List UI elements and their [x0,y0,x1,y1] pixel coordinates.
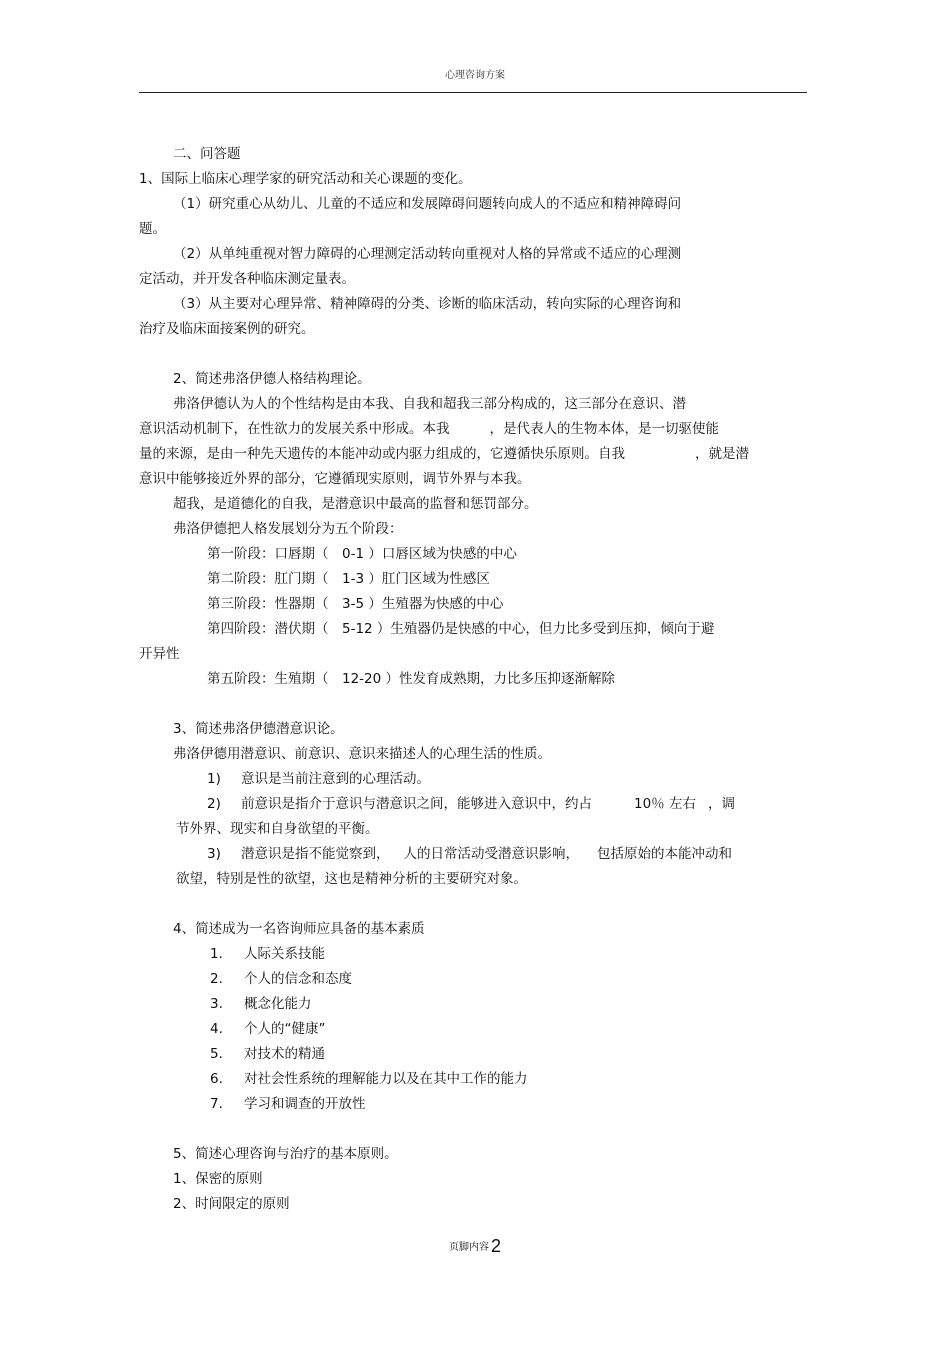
stage-4: 第四阶段：潜伏期（ 5-12 ）生殖器仍是快感的中心，但力比多受到压抑，倾向于避 [207,621,715,637]
q3-item-2 [207,794,735,814]
q4-item-text: 概念化能力 [244,996,312,1012]
stage-4-cont: 开异性 [139,646,180,662]
question-3: 3、简述弗洛伊德潜意识论。 [173,721,344,737]
q4-item-text: 对社会性系统的理解能力以及在其中工作的能力 [244,1071,528,1087]
question-2: 2、简述弗洛伊德人格结构理论。 [173,371,371,387]
q3-item-3 [207,844,732,864]
q2-line-2-b: ，是代表人的生物本体，是一切驱使能 [489,421,719,437]
q3-item-2-cont: 节外界、现实和自身欲望的平衡。 [176,821,379,837]
q4-item-number: 2. [210,971,223,987]
q4-item [210,944,325,964]
q1-point-2-cont: 定活动，并开发各种临床测定量表。 [139,271,355,287]
q3-item-3-number: 3) [207,846,221,862]
q1-point-3: （3）从主要对心理异常、精神障碍的分类、诊断的临床活动，转向实际的心理咨询和 [173,296,682,312]
q1-point-1-cont: 题。 [139,221,166,237]
q4-item-text: 个人的“健康” [244,1021,326,1037]
q5-item-2: 2、时间限定的原则 [173,1196,290,1212]
q4-item-text: 人际关系技能 [244,946,325,962]
q4-item [210,1069,528,1089]
q2-line-3 [139,444,749,464]
q3-item-3-c: 包括原始的本能冲动和 [597,846,732,862]
q3-line-1: 弗洛伊德用潜意识、前意识、意识来描述人的心理生活的性质。 [173,746,551,762]
q2-line-3-a: 量的来源，是由一种先天遗传的本能冲动或内驱力组成的，它遵循快乐原则。自我 [139,446,625,462]
q4-item-number: 4. [210,1021,223,1037]
q3-item-1-number: 1) [207,771,221,787]
q3-item-2-percent: 10％ 左右 [634,796,696,812]
q3-item-3-b: 人的日常活动受潜意识影响， [403,846,579,862]
stage-2: 第二阶段：肛门期（ 1-3 ）肛门区域为性感区 [207,571,490,587]
question-4: 4、简述成为一名咨询师应具备的基本素质 [173,921,425,937]
footer-label: 页脚内容 [448,1242,489,1253]
stage-3: 第三阶段：性器期（ 3-5 ）生殖器为快感的中心 [207,596,504,612]
question-1: 1、国际上临床心理学家的研究活动和关心课题的变化。 [139,171,472,187]
question-5: 5、简述心理咨询与治疗的基本原则。 [173,1146,398,1162]
q3-item-3-a: 潜意识是指不能觉察到， [241,846,390,862]
q5-item-1: 1、保密的原则 [173,1171,263,1187]
q2-line-5: 超我，是道德化的自我，是潜意识中最高的监督和惩罚部分。 [173,496,538,512]
stage-5: 第五阶段：生殖期（ 12-20 ）性发育成熟期，力比多压抑逐渐解除 [207,671,616,687]
q4-item-number: 1. [210,946,223,962]
q2-line-3-b: ，就是潜 [695,446,749,462]
q3-item-2-number: 2) [207,796,221,812]
page-number: 2 [490,1236,501,1256]
q2-line-6: 弗洛伊德把人格发展划分为五个阶段： [173,521,403,537]
q4-item-number: 7. [210,1096,223,1112]
q3-item-2-tail: ，调 [707,796,735,812]
page-header: 心理咨询方案 [445,70,505,81]
stage-1: 第一阶段：口唇期（ 0-1 ）口唇区域为快感的中心 [207,546,517,562]
q4-item [210,1019,326,1039]
q2-line-2 [139,419,719,439]
q4-item [210,1044,325,1064]
q1-point-2: （2）从单纯重视对智力障碍的心理测定活动转向重视对人格的异常或不适应的心理测 [173,246,682,262]
q1-point-1: （1）研究重心从幼儿、儿童的不适应和发展障碍问题转向成人的不适应和精神障碍问 [173,196,682,212]
q4-item-number: 3. [210,996,223,1012]
q3-item-1-text: 意识是当前注意到的心理活动。 [241,771,430,787]
q4-item [210,994,312,1014]
q4-item-number: 5. [210,1046,223,1062]
q4-item-number: 6. [210,1071,223,1087]
q1-point-3-cont: 治疗及临床面接案例的研究。 [139,321,315,337]
q4-item-text: 学习和调查的开放性 [244,1096,366,1112]
q2-line-1: 弗洛伊德认为人的个性结构是由本我、自我和超我三部分构成的，这三部分在意识、潜 [173,396,686,412]
page-footer [0,1236,950,1257]
q4-item [210,969,352,989]
q3-item-2-text: 前意识是指介于意识与潜意识之间，能够进入意识中，约占 [241,796,592,812]
q4-item-text: 个人的信念和态度 [244,971,352,987]
header-rule [139,92,807,93]
q3-item-1 [207,769,430,789]
q2-line-4: 意识中能够接近外界的部分，它遵循现实原则，调节外界与本我。 [139,471,531,487]
q4-item [210,1094,366,1114]
q4-item-text: 对技术的精通 [244,1046,325,1062]
section-title: 二、问答题 [173,146,241,162]
q2-line-2-a: 意识活动机制下，在性欲力的发展关系中形成。本我 [139,421,450,437]
q3-item-3-cont: 欲望，特别是性的欲望，这也是精神分析的主要研究对象。 [176,871,527,887]
